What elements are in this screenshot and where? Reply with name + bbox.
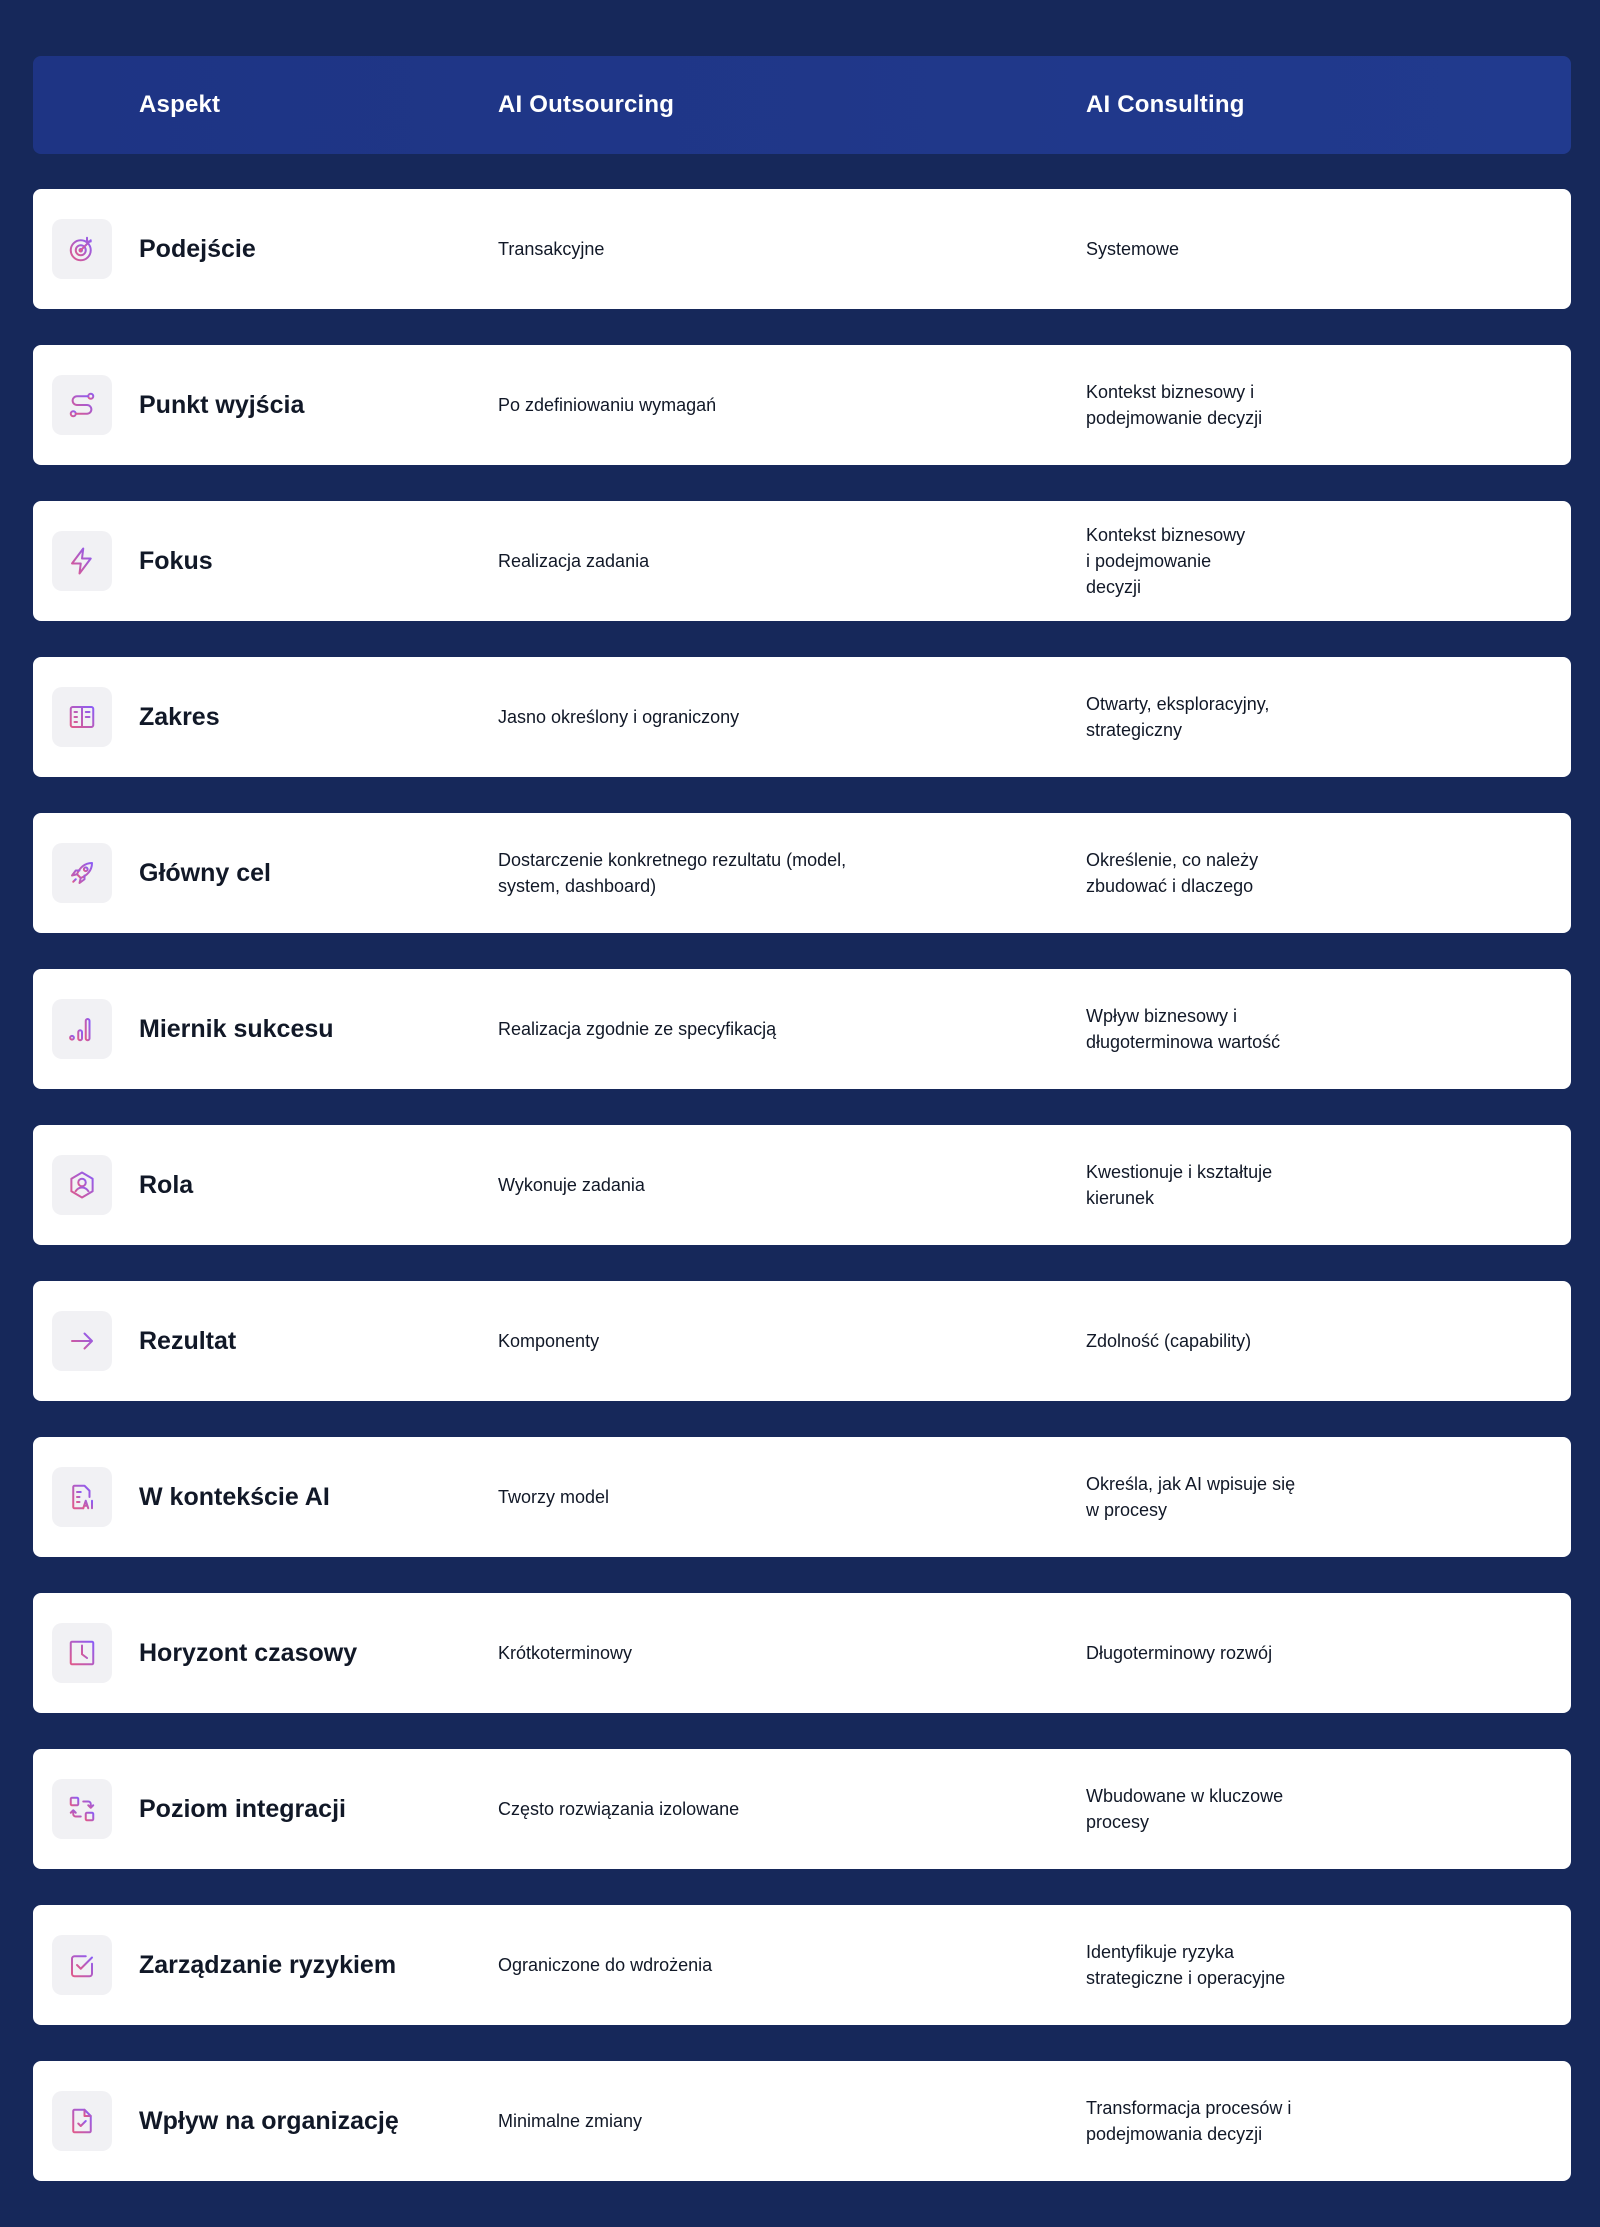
row-outsourcing: Jasno określony i ograniczony [498,707,740,727]
route-icon [52,375,112,435]
rocket-icon [52,843,112,903]
row-consulting: Otwarty, eksploracyjny, strategiczny [1086,694,1270,740]
row-aspect: Punkt wyjścia [139,390,305,419]
row-outsourcing: Realizacja zgodnie ze specyfikacją [498,1019,777,1039]
row-consulting: Zdolność (capability) [1086,1331,1252,1351]
table-row [33,1281,1571,1401]
row-consulting: Wpływ biznesowy i długoterminowa wartość [1086,1006,1281,1052]
table-row [33,657,1571,777]
table-row [33,1749,1571,1869]
row-outsourcing: Często rozwiązania izolowane [498,1799,740,1819]
table-row [33,189,1571,309]
row-aspect: Podejście [139,234,256,263]
bar-chart-icon [52,999,112,1059]
row-consulting: Określenie, co należy zbudować i dlaczego [1086,850,1259,896]
table-row [33,501,1571,621]
table-row [33,1905,1571,2025]
checkbox-icon [52,1935,112,1995]
table-row [33,1437,1571,1557]
table-header [33,56,1571,154]
row-outsourcing: Komponenty [498,1331,600,1351]
row-aspect: Wpływ na organizację [139,2106,399,2135]
row-consulting: Kwestionuje i kształtuje kierunek [1086,1162,1273,1208]
row-consulting: Wbudowane w kluczowe procesy [1086,1786,1284,1832]
table-row [33,969,1571,1089]
header-consulting: AI Consulting [1086,91,1245,118]
row-outsourcing: Realizacja zadania [498,551,650,571]
file-check-icon [52,2091,112,2151]
user-hexagon-icon [52,1155,112,1215]
row-consulting: Długoterminowy rozwój [1086,1643,1273,1663]
row-outsourcing: Ograniczone do wdrożenia [498,1955,713,1975]
row-aspect: Poziom integracji [139,1794,346,1823]
row-outsourcing: Wykonuje zadania [498,1175,645,1195]
lightning-icon [52,531,112,591]
integration-icon [52,1779,112,1839]
row-aspect: W kontekście AI [139,1482,330,1511]
row-outsourcing: Tworzy model [498,1487,610,1507]
book-open-icon [52,687,112,747]
row-outsourcing: Po zdefiniowaniu wymagań [498,395,717,415]
row-consulting: Identyfikuje ryzyka strategiczne i operacyjne [1086,1942,1286,1988]
row-consulting: Kontekst biznesowy i podejmowanie decyzji [1086,525,1246,597]
table-row [33,813,1571,933]
row-consulting: Określa, jak AI wpisuje się w procesy [1086,1474,1296,1520]
target-icon [52,219,112,279]
row-outsourcing: Dostarczenie konkretnego rezultatu (model, system, dashboard) [498,850,847,896]
ai-document-icon [52,1467,112,1527]
table-row [33,2061,1571,2181]
header-aspect: Aspekt [139,91,221,118]
header-outsourcing: AI Outsourcing [498,91,675,118]
row-aspect: Rezultat [139,1326,237,1355]
row-consulting: Transformacja procesów i podejmowania decyzji [1086,2098,1292,2144]
row-aspect: Miernik sukcesu [139,1014,334,1043]
row-aspect: Rola [139,1170,194,1199]
row-aspect: Zarządzanie ryzykiem [139,1950,397,1979]
row-consulting: Systemowe [1086,239,1180,259]
row-aspect: Fokus [139,546,213,575]
table-row [33,1125,1571,1245]
table-row [33,1593,1571,1713]
arrow-right-icon [52,1311,112,1371]
table-row [33,345,1571,465]
row-outsourcing: Krótkoterminowy [498,1643,633,1663]
row-outsourcing: Minimalne zmiany [498,2111,643,2131]
row-aspect: Główny cel [139,858,271,887]
row-consulting: Kontekst biznesowy i podejmowanie decyzji [1086,382,1263,428]
row-aspect: Zakres [139,702,220,731]
row-aspect: Horyzont czasowy [139,1638,358,1667]
row-outsourcing: Transakcyjne [498,239,605,259]
clock-icon [52,1623,112,1683]
